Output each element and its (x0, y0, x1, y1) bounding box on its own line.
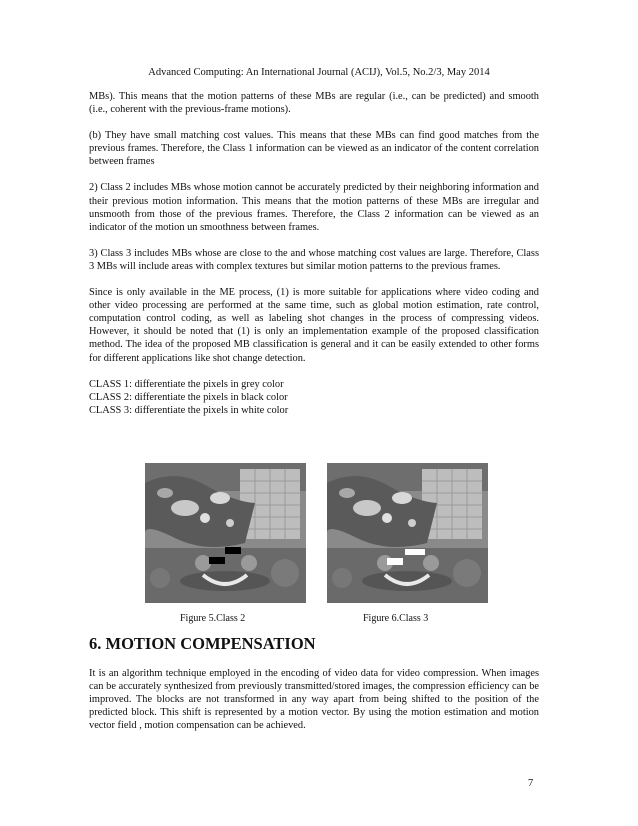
figure-6-caption: Figure 6.Class 3 (363, 613, 429, 624)
class-2-block (225, 547, 241, 554)
paragraph: MBs). This means that the motion patterns of these MBs are regular (i.e., can be predicted) and smooth (i.e., coherent with the previous-frame motions). (89, 91, 539, 116)
paragraph: 2) Class 2 includes MBs whose motion cannot be accurately predicted by their neighboring information and their previous motion information. This means that the motion patterns of these MBs are irregular and unsmooth from those of the previous frames. Therefore, the Class 2 information can be viewed as an indicator of the motion un smoothness between frames. (89, 182, 539, 233)
page-number: 7 (528, 778, 534, 789)
paragraph: Since is only available in the ME process, (1) is more suitable for applications where video coding and other video processing are performed at the same time, such as global motion estimation, rate control, computation control coding, as well as labeling shot changes in the process of compressing videos. However, it should be noted that (1) is only an implementation example of the proposed classification method. The idea of the proposed MB classification is general and it can be easily extended to other forms for different applications like shot change detection. (89, 287, 539, 364)
class-line: CLASS 3: differentiate the pixels in white color (89, 404, 289, 416)
paragraph: 3) Class 3 includes MBs whose are close to the and whose matching cost values are large. Therefore, Class 3 MBs will include areas with complex textures but similar motion patterns to the previous frames. (89, 247, 539, 272)
section-heading: 6. MOTION COMPENSATION (89, 634, 316, 653)
paragraph: (b) They have small matching cost values. This means that these MBs can find good matches from the previous frames. Therefore, the Class 1 information can be viewed as an indicator of the content correlation between frames (89, 130, 539, 168)
class-2-block (209, 557, 225, 564)
scene-image (145, 463, 306, 603)
body-text (89, 90, 539, 417)
class-line: CLASS 1: differentiate the pixels in grey color (89, 378, 284, 390)
figure-6-image (327, 463, 488, 603)
class-3-block (419, 549, 425, 555)
class-3-block (405, 549, 419, 555)
scene-image (327, 463, 488, 603)
figure-5-caption: Figure 5.Class 2 (180, 613, 246, 624)
figure-5-image (145, 463, 306, 603)
section-body (89, 667, 539, 732)
class-3-block (387, 558, 403, 565)
class-line: CLASS 2: differentiate the pixels in black color (89, 391, 288, 403)
class-list (89, 378, 539, 417)
figure-row (0, 463, 638, 603)
paragraph: It is an algorithm technique employed in the encoding of video data for video compression. When images can be accurately synthesized from previously transmitted/stored images, the compression efficiency can be improved. The blocks are not transformed in any way apart from being shifted to the position of the predicted block. This shift is represented by a motion vector. By using the motion estimation and motion vector field , motion compensation can be achieved. (89, 668, 539, 732)
running-header: Advanced Computing: An International Journal (ACIJ), Vol.5, No.2/3, May 2014 (148, 67, 490, 78)
